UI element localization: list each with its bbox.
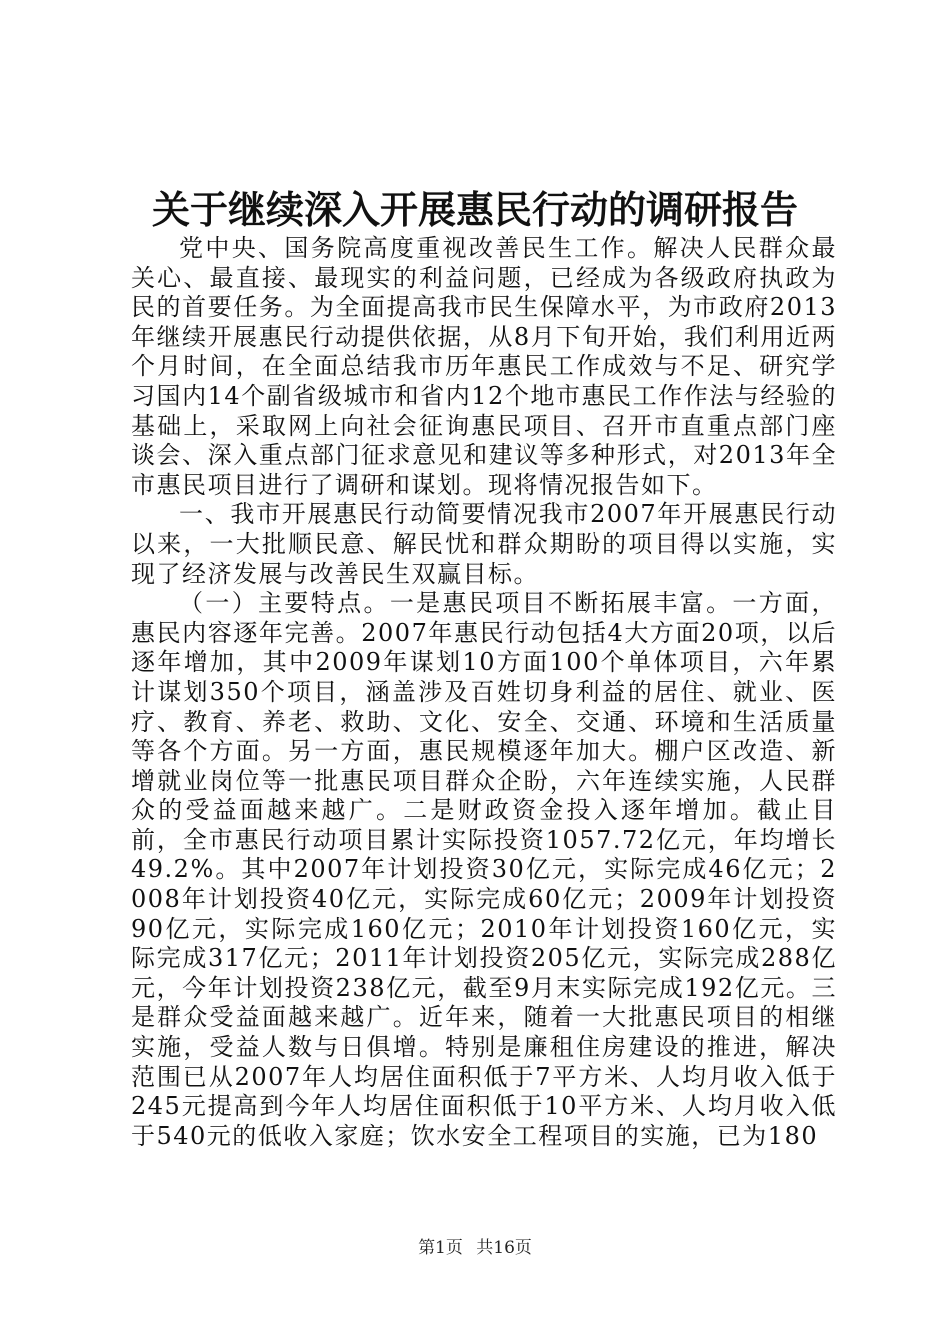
paragraph-intro: 党中央、国务院高度重视改善民生工作。解决人民群众最关心、最直接、最现实的利益问题，已经成为各级政府执政为民的首要任务。为全面提高我市民生保障水平，为市政府2013年继续开展惠民行动提供依据，从8月下旬开始，我们利用近两个月时间，在全面总结我市历年惠民工作成效与不足、研究学习国内14个副省级城市和省内12个地市惠民工作作法与经验的基础上，采取网上向社会征询惠民项目、召开市直重点部门座谈会、深入重点部门征求意见和建议等多种形式，对2013年全市惠民项目进行了调研和谋划。现将情况报告如下。 bbox=[131, 234, 837, 499]
page-footer bbox=[0, 1237, 950, 1259]
document-title: 关于继续深入开展惠民行动的调研报告 bbox=[151, 187, 798, 232]
paragraph-main-features: （一）主要特点。一是惠民项目不断拓展丰富。一方面，惠民内容逐年完善。2007年惠民行动包括4大方面20项，以后逐年增加，其中2009年谋划10方面100个单体项目，六年累计谋划350个项目，涵盖涉及百姓切身利益的居住、就业、医疗、教育、养老、救助、文化、安全、交通、环境和生活质量等各个方面。另一方面，惠民规模逐年加大。棚户区改造、新增就业岗位等一批惠民项目群众企盼，六年连续实施，人民群众的受益面越来越广。二是财政资金投入逐年增加。截止目前，全市惠民行动项目累计实际投资1057.72亿元，年均增长49.2%。其中2007年计划投资30亿元，实际完成46亿元；2008年计划投资40亿元，实际完成60亿元；2009年计划投资90亿元，实际完成160亿元；2010年计划投资160亿元，实际完成317亿元；2011年计划投资205亿元，实际完成288亿元，今年计划投资238亿元，截至9月末实际完成192亿元。三是群众受益面越来越广。近年来，随着一大批惠民项目的相继实施，受益人数与日俱增。特别是廉租住房建设的推进，解决范围已从2007年人均居住面积低于7平方米、人均月收入低于245元提高到今年人均居住面积低于10平方米、人均月收入低于540元的低收入家庭；饮水安全工程项目的实施，已为180 bbox=[131, 589, 837, 1150]
document-body bbox=[131, 234, 837, 1151]
page-total: 共16页 bbox=[476, 1238, 532, 1258]
page-number: 第1页 bbox=[418, 1238, 463, 1258]
paragraph-section-1: 一、我市开展惠民行动简要情况我市2007年开展惠民行动以来，一大批顺民意、解民忧和群众期盼的项目得以实施，实现了经济发展与改善民生双赢目标。 bbox=[131, 500, 837, 588]
